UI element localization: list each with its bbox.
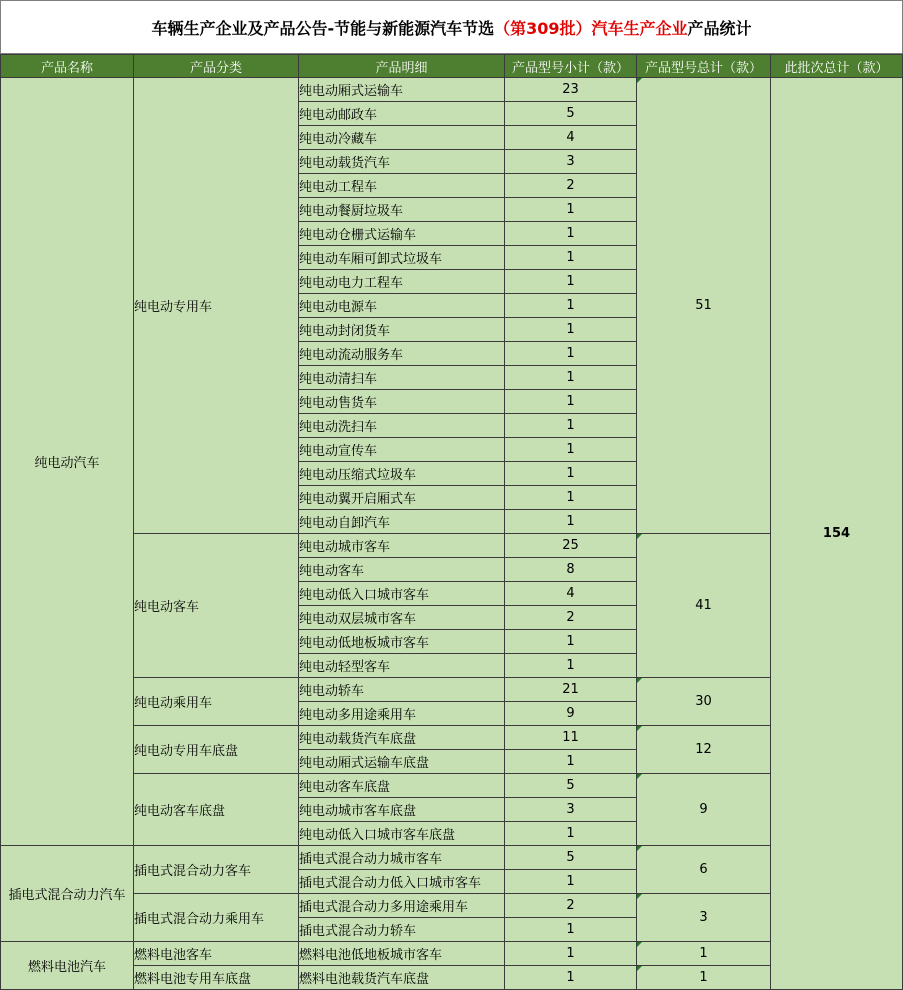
cell-batch-total[interactable]: 154 [771,78,903,990]
header-model-total[interactable]: 产品型号总计（款） [637,55,771,78]
cell-product-detail[interactable]: 纯电动售货车 [299,390,505,414]
cell-product-category[interactable]: 插电式混合动力客车 [134,846,299,894]
cell-product-detail[interactable]: 纯电动翼开启厢式车 [299,486,505,510]
cell-subtotal[interactable]: 5 [505,102,637,126]
cell-subtotal[interactable]: 1 [505,942,637,966]
table-row [1,534,903,558]
cell-product-detail[interactable]: 纯电动载货汽车底盘 [299,726,505,750]
cell-product-detail[interactable]: 纯电动餐厨垃圾车 [299,198,505,222]
cell-product-category[interactable]: 纯电动乘用车 [134,678,299,726]
cell-subtotal[interactable]: 1 [505,198,637,222]
cell-product-detail[interactable]: 纯电动仓栅式运输车 [299,222,505,246]
table-row [1,894,903,918]
cell-subtotal[interactable]: 21 [505,678,637,702]
cell-subtotal[interactable]: 11 [505,726,637,750]
cell-product-detail[interactable]: 纯电动洗扫车 [299,414,505,438]
cell-product-detail[interactable]: 纯电动城市客车 [299,534,505,558]
cell-product-detail[interactable]: 纯电动清扫车 [299,366,505,390]
cell-product-detail[interactable]: 插电式混合动力城市客车 [299,846,505,870]
title-part-3: 产品统计 [687,18,752,38]
cell-product-detail[interactable]: 纯电动电力工程车 [299,270,505,294]
cell-model-total[interactable]: 3 [637,894,771,942]
cell-subtotal[interactable]: 2 [505,174,637,198]
cell-subtotal[interactable]: 1 [505,318,637,342]
cell-subtotal[interactable]: 1 [505,918,637,942]
cell-model-total[interactable]: 41 [637,534,771,678]
cell-product-detail[interactable]: 纯电动工程车 [299,174,505,198]
header-product-name[interactable]: 产品名称 [1,55,134,78]
cell-subtotal[interactable]: 1 [505,342,637,366]
table-row [1,774,903,798]
cell-product-detail[interactable]: 纯电动低入口城市客车 [299,582,505,606]
cell-product-detail[interactable]: 纯电动电源车 [299,294,505,318]
cell-product-detail[interactable]: 纯电动多用途乘用车 [299,702,505,726]
header-row [1,55,903,78]
cell-subtotal[interactable]: 1 [505,390,637,414]
table-row [1,942,903,966]
cell-subtotal[interactable]: 5 [505,774,637,798]
table-row [1,678,903,702]
cell-product-detail[interactable]: 纯电动轻型客车 [299,654,505,678]
cell-subtotal[interactable]: 1 [505,222,637,246]
cell-product-detail[interactable]: 燃料电池低地板城市客车 [299,942,505,966]
cell-product-detail[interactable]: 纯电动厢式运输车 [299,78,505,102]
cell-subtotal[interactable]: 1 [505,654,637,678]
cell-subtotal[interactable]: 1 [505,486,637,510]
cell-subtotal[interactable]: 8 [505,558,637,582]
table-row [1,726,903,750]
cell-product-detail[interactable]: 纯电动城市客车底盘 [299,798,505,822]
stats-table [0,54,903,990]
cell-product-detail[interactable]: 插电式混合动力轿车 [299,918,505,942]
cell-model-total[interactable]: 9 [637,774,771,846]
cell-product-detail[interactable]: 纯电动宣传车 [299,438,505,462]
cell-product-category[interactable]: 纯电动客车 [134,534,299,678]
cell-subtotal[interactable]: 1 [505,462,637,486]
cell-subtotal[interactable]: 5 [505,846,637,870]
cell-product-detail[interactable]: 纯电动低地板城市客车 [299,630,505,654]
table-body [1,78,903,990]
cell-subtotal[interactable]: 1 [505,966,637,990]
table-row [1,78,903,102]
cell-product-detail[interactable]: 纯电动压缩式垃圾车 [299,462,505,486]
cell-subtotal[interactable]: 1 [505,414,637,438]
cell-subtotal[interactable]: 1 [505,438,637,462]
cell-model-total[interactable]: 1 [637,942,771,966]
cell-product-category[interactable]: 纯电动专用车 [134,78,299,534]
cell-subtotal[interactable]: 1 [505,870,637,894]
cell-model-total[interactable]: 51 [637,78,771,534]
header-product-category[interactable]: 产品分类 [134,55,299,78]
cell-subtotal[interactable]: 3 [505,798,637,822]
cell-subtotal[interactable]: 1 [505,270,637,294]
cell-product-category[interactable]: 燃料电池客车 [134,942,299,966]
cell-model-total[interactable]: 12 [637,726,771,774]
cell-subtotal[interactable]: 3 [505,150,637,174]
table-row [1,846,903,870]
cell-product-detail[interactable]: 纯电动车厢可卸式垃圾车 [299,246,505,270]
cell-subtotal[interactable]: 2 [505,894,637,918]
cell-model-total[interactable]: 1 [637,966,771,990]
cell-product-detail[interactable]: 燃料电池载货汽车底盘 [299,966,505,990]
cell-product-name[interactable]: 纯电动汽车 [1,78,134,846]
cell-subtotal[interactable]: 1 [505,246,637,270]
cell-subtotal[interactable]: 1 [505,294,637,318]
cell-model-total[interactable]: 30 [637,678,771,726]
cell-subtotal[interactable]: 1 [505,822,637,846]
cell-product-detail[interactable]: 纯电动厢式运输车底盘 [299,750,505,774]
cell-product-name[interactable]: 插电式混合动力汽车 [1,846,134,942]
cell-subtotal[interactable]: 1 [505,510,637,534]
title-part-2: （第309批）汽车生产企业 [494,18,688,38]
cell-subtotal[interactable]: 25 [505,534,637,558]
cell-product-detail[interactable]: 纯电动自卸汽车 [299,510,505,534]
header-product-detail[interactable]: 产品明细 [299,55,505,78]
cell-subtotal[interactable]: 9 [505,702,637,726]
cell-subtotal[interactable]: 1 [505,750,637,774]
cell-product-detail[interactable]: 纯电动轿车 [299,678,505,702]
cell-product-detail[interactable]: 纯电动双层城市客车 [299,606,505,630]
cell-product-category[interactable]: 燃料电池专用车底盘 [134,966,299,990]
cell-product-detail[interactable]: 纯电动封闭货车 [299,318,505,342]
cell-model-total[interactable]: 6 [637,846,771,894]
cell-product-detail[interactable]: 纯电动流动服务车 [299,342,505,366]
cell-subtotal[interactable]: 1 [505,366,637,390]
cell-product-category[interactable]: 纯电动专用车底盘 [134,726,299,774]
cell-product-detail[interactable]: 纯电动邮政车 [299,102,505,126]
cell-subtotal[interactable]: 4 [505,582,637,606]
table-title [0,0,903,54]
cell-product-detail[interactable]: 纯电动客车底盘 [299,774,505,798]
cell-product-detail[interactable]: 纯电动载货汽车 [299,150,505,174]
title-part-1: 车辆生产企业及产品公告-节能与新能源汽车节选 [151,18,495,38]
cell-product-detail[interactable]: 插电式混合动力低入口城市客车 [299,870,505,894]
header-batch-total[interactable]: 此批次总计（款） [771,55,903,78]
cell-product-category[interactable]: 纯电动客车底盘 [134,774,299,846]
cell-subtotal[interactable]: 23 [505,78,637,102]
cell-product-detail[interactable]: 纯电动低入口城市客车底盘 [299,822,505,846]
header-subtotal[interactable]: 产品型号小计（款） [505,55,637,78]
cell-product-detail[interactable]: 纯电动客车 [299,558,505,582]
cell-product-name[interactable]: 燃料电池汽车 [1,942,134,990]
cell-product-category[interactable]: 插电式混合动力乘用车 [134,894,299,942]
cell-product-detail[interactable]: 纯电动冷藏车 [299,126,505,150]
cell-product-detail[interactable]: 插电式混合动力多用途乘用车 [299,894,505,918]
cell-subtotal[interactable]: 1 [505,630,637,654]
cell-subtotal[interactable]: 2 [505,606,637,630]
cell-subtotal[interactable]: 4 [505,126,637,150]
